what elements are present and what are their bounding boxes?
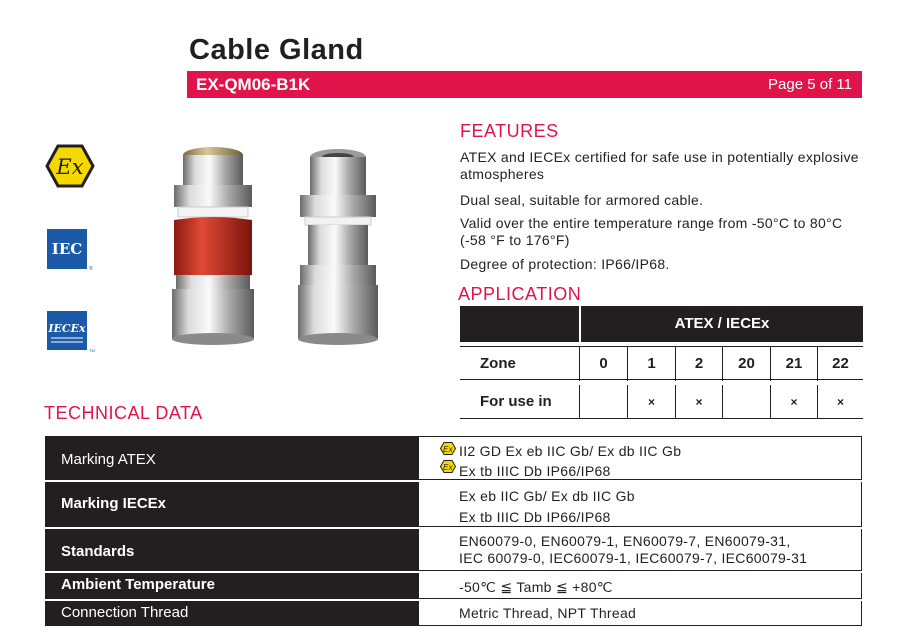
use-cell bbox=[722, 385, 770, 419]
tech-value-line: IEC 60079-0, IEC60079-1, IEC60079-7, IEC60079-31 bbox=[459, 550, 808, 566]
tech-value-line: Ex tb IIIC Db IP66/IP68 bbox=[459, 509, 611, 525]
tech-row-marking-atex bbox=[45, 436, 862, 480]
page-number: Page 5 of 11 bbox=[768, 76, 852, 93]
svg-text:TM: TM bbox=[89, 348, 95, 353]
tech-value-cell bbox=[419, 573, 862, 599]
tech-label: Connection Thread bbox=[61, 604, 189, 621]
tech-row-ambient-temperature bbox=[45, 573, 862, 599]
technical-heading: TECHNICAL DATA bbox=[44, 403, 203, 423]
features-heading: FEATURES bbox=[460, 121, 559, 141]
use-row bbox=[460, 385, 863, 419]
tech-value-line: Ex eb IIC Gb/ Ex db IIC Gb bbox=[459, 488, 635, 504]
feature-item: ATEX and IECEx certified for safe use in potentially explosive atmospheres bbox=[460, 149, 859, 182]
tech-value-line: II2 GD Ex eb IIC Gb/ Ex db IIC Gb bbox=[459, 443, 682, 459]
page-title: Cable Gland bbox=[189, 34, 364, 66]
application-header: ATEX / IECEx bbox=[581, 306, 863, 342]
zone-cell: 1 bbox=[627, 347, 675, 381]
model-banner bbox=[187, 71, 862, 98]
tech-row-marking-iecex bbox=[45, 482, 862, 527]
use-cell: × bbox=[770, 385, 817, 419]
svg-text:Ex: Ex bbox=[443, 445, 453, 454]
feature-item: Dual seal, suitable for armored cable. bbox=[460, 192, 704, 208]
svg-text:Ex: Ex bbox=[56, 155, 84, 179]
tech-row-connection-thread bbox=[45, 601, 862, 626]
feature-item: Degree of protection: IP66/IP68. bbox=[460, 256, 670, 272]
tech-label-cell bbox=[45, 601, 419, 626]
tech-value-cell bbox=[419, 437, 862, 480]
zone-cell: 22 bbox=[817, 347, 863, 381]
use-cell bbox=[579, 385, 627, 419]
product-photo bbox=[160, 140, 400, 350]
zone-cell: 2 bbox=[675, 347, 722, 381]
tech-label-cell bbox=[45, 482, 419, 527]
application-table bbox=[460, 306, 863, 419]
tech-value-line: EN60079-0, EN60079-1, EN60079-7, EN60079-31, bbox=[459, 533, 791, 549]
use-label: For use in bbox=[480, 393, 552, 410]
tech-label: Standards bbox=[61, 543, 135, 560]
use-cell: × bbox=[675, 385, 722, 419]
tech-label: Marking IECEx bbox=[61, 495, 167, 512]
zone-label: Zone bbox=[480, 355, 516, 372]
iec-logo bbox=[47, 229, 91, 271]
svg-text:®: ® bbox=[89, 266, 93, 272]
use-cell: × bbox=[627, 385, 675, 419]
feature-item: Valid over the entire temperature range from -50°C to 80°C (-58 °F to 176°F) bbox=[460, 215, 843, 248]
tech-value-line: Metric Thread, NPT Thread bbox=[459, 605, 637, 621]
tech-label: Marking ATEX bbox=[61, 451, 156, 468]
technical-table bbox=[45, 436, 862, 626]
tech-label-cell bbox=[45, 529, 419, 571]
use-cell: × bbox=[817, 385, 863, 419]
application-heading: APPLICATION bbox=[458, 284, 582, 304]
zone-cell: 0 bbox=[579, 347, 627, 381]
tech-value-cell bbox=[419, 529, 862, 571]
ex-hexagon-icon bbox=[440, 442, 456, 455]
svg-text:Ex: Ex bbox=[443, 463, 453, 472]
tech-value-cell bbox=[419, 482, 862, 527]
tech-label-cell bbox=[45, 573, 419, 599]
iec-logo-text: IEC bbox=[51, 240, 83, 258]
zone-cell: 20 bbox=[722, 347, 770, 381]
iecex-logo-text: IECEx bbox=[48, 322, 86, 335]
zone-row bbox=[460, 346, 863, 380]
zone-cell: 21 bbox=[770, 347, 817, 381]
application-header-blank bbox=[460, 306, 579, 342]
tech-row-standards bbox=[45, 529, 862, 571]
tech-label: Ambient Temperature bbox=[61, 576, 215, 593]
ex-hexagon-icon bbox=[46, 144, 94, 188]
tech-value-cell bbox=[419, 601, 862, 626]
model-number: EX-QM06-B1K bbox=[196, 75, 311, 94]
iecex-logo bbox=[47, 311, 93, 353]
ex-hexagon-icon bbox=[440, 460, 456, 473]
tech-value-line: Ex tb IIIC Db IP66/IP68 bbox=[459, 463, 611, 479]
tech-value-line: -50℃ ≦ Tamb ≦ +80℃ bbox=[459, 579, 613, 595]
tech-label-cell bbox=[45, 437, 419, 480]
